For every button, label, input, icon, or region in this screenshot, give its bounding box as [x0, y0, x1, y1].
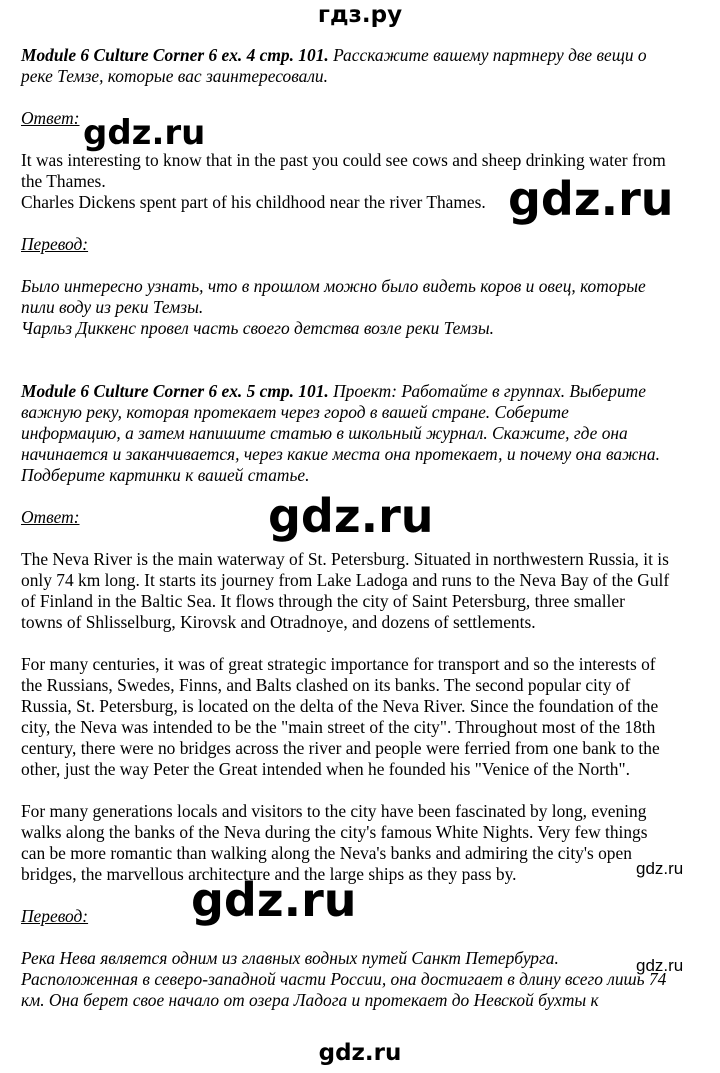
- paragraph-2-line: other, just the way Peter the Great intended when he founded his "Venice of the North".: [21, 759, 630, 779]
- task-2-line: Подберите картинки к вашей статье.: [21, 465, 310, 485]
- paragraph-2-line: For many centuries, it was of great strategic importance for transport and so the interests of: [21, 654, 656, 674]
- task-2-number: Module 6 Culture Corner 6 ex. 5 стр. 101.: [21, 381, 329, 401]
- watermark: gdz.ru: [268, 489, 434, 543]
- watermark: gdz.ru: [508, 172, 674, 226]
- translation-label-1: Перевод:: [21, 234, 89, 254]
- watermark: gdz.ru: [83, 113, 206, 153]
- task-2-line: информацию, а затем напишите статью в школьный журнал. Скажите, где она: [21, 423, 628, 443]
- paragraph-3-line: For many generations locals and visitors to the city have been fascinated by long, evening: [21, 801, 647, 821]
- paragraph-1-line: The Neva River is the main waterway of St. Petersburg. Situated in northwestern Russia, it is: [21, 549, 669, 569]
- paragraph-2-line: Russia, St. Petersburg, is located on the delta of the Neva River. Since the foundation of the: [21, 696, 659, 716]
- answer-1-line: Charles Dickens spent part of his childhood near the river Thames.: [21, 192, 486, 212]
- paragraph-3-line: bridges, the marvellous architecture and the large ships as they pass by.: [21, 864, 517, 884]
- site-header-text: гдз.ру: [317, 2, 403, 28]
- task-2-line-1: [21, 381, 646, 401]
- paragraph-1-line: of Finland in the Baltic Sea. It flows through the city of Saint Petersburg, three smaller: [21, 591, 625, 611]
- task-2-line: важную реку, которая протекает через город в вашей стране. Соберите: [21, 402, 569, 422]
- translation-2-line: км. Она берет свое начало от озера Ладога и протекает до Невской бухты к: [21, 990, 599, 1010]
- site-header: [0, 2, 720, 28]
- translation-2-line: Расположенная в северо-западной части России, она достигает в длину всего лишь 74: [21, 969, 667, 989]
- translation-1-line: Было интересно узнать, что в прошлом можно было видеть коров и овец, которые: [21, 276, 646, 296]
- answer-label-1: Ответ:: [21, 108, 80, 128]
- watermark: gdz.ru: [636, 859, 684, 878]
- answer-label-2: Ответ:: [21, 507, 80, 527]
- paragraph-2-line: the Russians, Swedes, Finns, and Balts clashed on its banks. The second popular city of: [21, 675, 631, 695]
- translation-1-line: пили воду из реки Темзы.: [21, 297, 204, 317]
- answer-1-line: It was interesting to know that in the past you could see cows and sheep drinking water from: [21, 150, 666, 170]
- task-2-line: начинается и заканчивается, через какие места она протекает, и почему она важна.: [21, 444, 660, 464]
- watermark: gdz.ru: [191, 873, 357, 927]
- paragraph-3-line: walks along the banks of the Neva during the city's famous White Nights. Very few things: [21, 822, 648, 842]
- translation-2-line: Река Нева является одним из главных водных путей Санкт Петербурга.: [21, 948, 559, 968]
- translation-label-2: Перевод:: [21, 906, 89, 926]
- task-2-text: Проект: Работайте в группах. Выберите: [328, 381, 646, 401]
- translation-1-line: Чарльз Диккенс провел часть своего детства возле реки Темзы.: [21, 318, 494, 338]
- paragraph-2-line: century, there were no bridges across the river and people were ferried from one bank to the: [21, 738, 660, 758]
- task-1-text: Расскажите вашему партнеру две вещи о: [328, 45, 647, 65]
- paragraph-2-line: city, the Neva was intended to be the "main street of the city". Throughout most of the 18th: [21, 717, 656, 737]
- task-1-line-2: реке Темзе, которые вас заинтересовали.: [21, 66, 328, 86]
- task-1-line-1: [21, 45, 647, 65]
- footer-watermark: gdz.ru: [318, 1040, 402, 1066]
- paragraph-1-line: only 74 km long. It starts its journey from Lake Ladoga and runs to the Neva Bay of the Gulf: [21, 570, 670, 590]
- paragraph-3-line: can be more romantic than walking along the Neva's banks and admiring the city's open: [21, 843, 632, 863]
- answer-1-line: the Thames.: [21, 171, 106, 191]
- task-1-number: Module 6 Culture Corner 6 ex. 4 стр. 101.: [21, 45, 329, 65]
- watermark: gdz.ru: [636, 956, 684, 975]
- paragraph-1-line: towns of Shlisselburg, Kirovsk and Otradnoye, and dozens of settlements.: [21, 612, 536, 632]
